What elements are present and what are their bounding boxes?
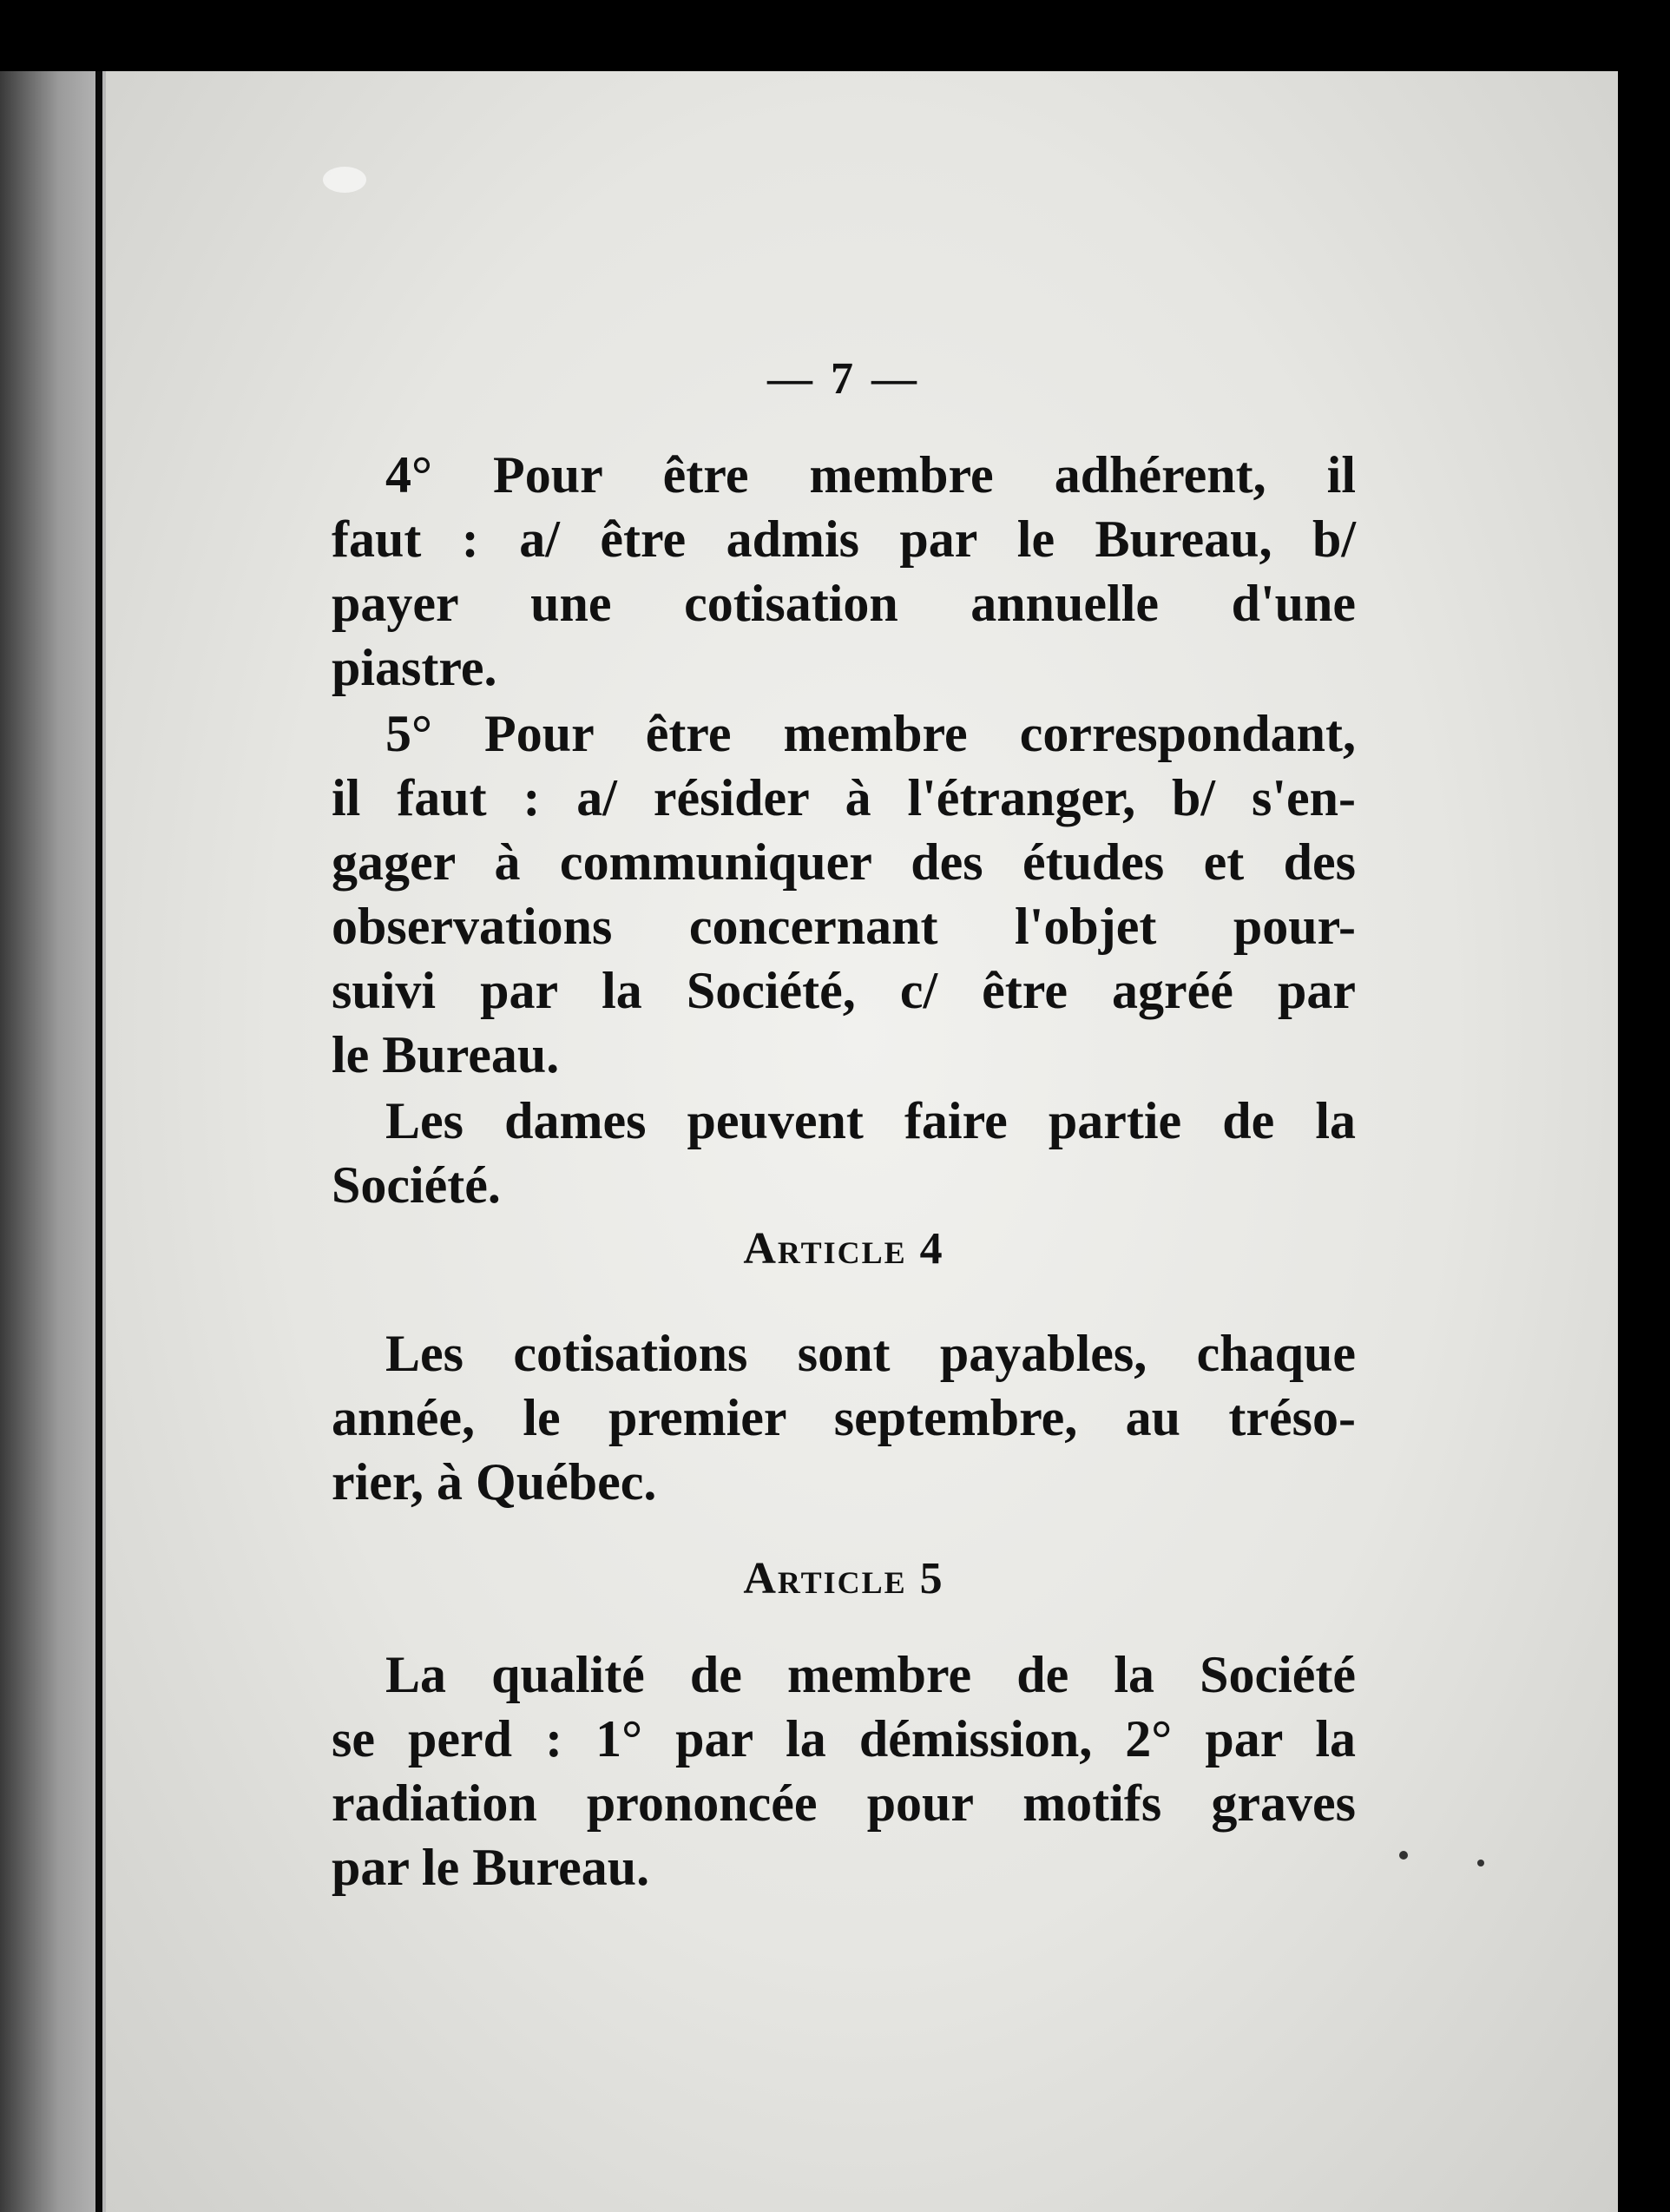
article-heading: Article 4 bbox=[743, 1224, 944, 1274]
scan-left-margin bbox=[0, 71, 106, 2212]
text-line: 5° Pour être membre correspondant, bbox=[385, 705, 1356, 762]
text-line: le Bureau. bbox=[332, 1026, 560, 1083]
text-line: 4° Pour être membre adhérent, il bbox=[385, 446, 1356, 504]
paragraph-qualite-membre bbox=[332, 1643, 1356, 1899]
text-line: observations concernant l'objet pour- bbox=[332, 898, 1356, 955]
text-line: se perd : 1° par la démission, 2° par la bbox=[332, 1710, 1356, 1768]
text-line: La qualité de membre de la Société bbox=[385, 1646, 1356, 1703]
text-line: il faut : a/ résider à l'étranger, b/ s'en- bbox=[332, 769, 1356, 826]
document-page bbox=[106, 71, 1618, 2212]
text-line: gager à communiquer des études et des bbox=[332, 833, 1356, 891]
text-line: Les dames peuvent faire partie de la bbox=[385, 1092, 1356, 1149]
paragraph-member-correspondant bbox=[332, 701, 1356, 1087]
paper-speck bbox=[1477, 1860, 1484, 1866]
text-line: payer une cotisation annuelle d'une bbox=[332, 575, 1356, 632]
binding-gutter-line bbox=[95, 71, 102, 2212]
page-number: — 7 — bbox=[767, 354, 920, 404]
text-line: suivi par la Société, c/ être agréé par bbox=[332, 962, 1356, 1019]
article-heading: Article 5 bbox=[743, 1554, 944, 1603]
text-line: année, le premier septembre, au tréso- bbox=[332, 1389, 1356, 1446]
text-line: faut : a/ être admis par le Bureau, b/ bbox=[332, 510, 1356, 568]
text-line: Société. bbox=[332, 1156, 501, 1214]
text-line: Les cotisations sont payables, chaque bbox=[385, 1325, 1356, 1382]
text-line: piastre. bbox=[332, 639, 497, 696]
paragraph-dames bbox=[332, 1089, 1356, 1217]
text-line: radiation prononcée pour motifs graves bbox=[332, 1774, 1356, 1832]
paper-speck bbox=[1399, 1851, 1408, 1860]
text-line: par le Bureau. bbox=[332, 1839, 650, 1896]
paper-mark bbox=[323, 167, 366, 193]
paragraph-cotisations bbox=[332, 1321, 1356, 1514]
text-line: rier, à Québec. bbox=[332, 1453, 657, 1511]
scan-right-border bbox=[1618, 71, 1670, 2212]
paragraph-member-adherent bbox=[332, 443, 1356, 700]
